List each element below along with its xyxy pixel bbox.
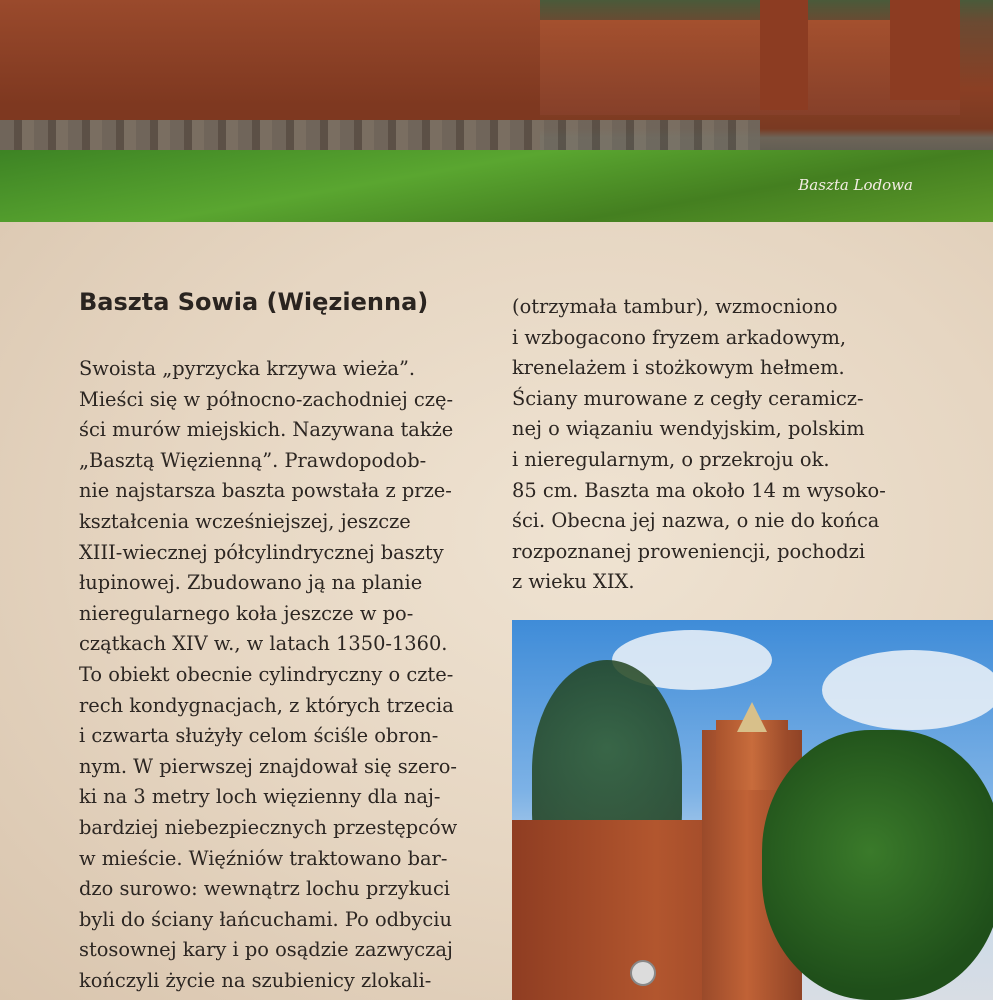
text-line: dzo surowo: wewnątrz lochu przykuci xyxy=(79,877,451,901)
text-line: (otrzymała tambur), wzmocniono xyxy=(512,295,838,318)
text-line: bardziej niebezpiecznych przestępców xyxy=(79,815,458,839)
text-line: stosownej kary i po osądzie zazwyczaj xyxy=(79,938,453,962)
text-line: ści murów miejskich. Nazywana także xyxy=(79,418,454,442)
photo-tower xyxy=(890,0,960,100)
text-line: nieregularnego koła jeszcze w po- xyxy=(79,601,414,625)
text-line: w mieście. Więźniów traktowano bar- xyxy=(79,846,448,870)
bottom-photo-baszta-sowia xyxy=(512,620,993,1000)
text-line: 85 cm. Baszta ma około 14 m wysoko- xyxy=(512,478,886,502)
text-line: Mieści się w północno-zachodniej czę- xyxy=(79,387,454,411)
photo-tree-right xyxy=(762,730,993,1000)
article-title: Baszta Sowia (Więzienna) xyxy=(79,288,429,316)
text-line: ści. Obecna jej nazwa, o nie do końca xyxy=(512,509,880,533)
text-line: To obiekt obecnie cylindryczny o czte- xyxy=(79,662,454,686)
photo-tower-cap xyxy=(737,702,767,732)
text-line: kształcenia wcześniejszej, jeszcze xyxy=(79,509,411,533)
text-line: krenelażem i stożkowym hełmem. xyxy=(512,356,845,380)
text-line: łupinowej. Zbudowano ją na planie xyxy=(79,571,423,595)
text-line: Ściany murowane z cegły ceramicz- xyxy=(512,386,864,410)
text-line: nym. W pierwszej znajdował się szero- xyxy=(79,754,457,778)
road-sign-icon xyxy=(630,960,656,986)
photo-tower xyxy=(760,0,808,110)
text-line: z wieku XIX. xyxy=(512,570,635,594)
text-line: ki na 3 metry loch więzienny dla naj- xyxy=(79,785,441,809)
photo-caption: Baszta Lodowa xyxy=(798,176,913,194)
text-line: nej o wiązaniu wendyjskim, polskim xyxy=(512,417,865,441)
text-line: byli do ściany łańcuchami. Po odbyciu xyxy=(79,907,452,931)
photo-cloud xyxy=(822,650,993,730)
text-line: „Basztą Więzienną”. Prawdopodob- xyxy=(79,448,427,472)
text-line: XIII-wiecznej półcylindrycznej baszty xyxy=(79,540,444,564)
text-line: rozpoznanej proweniencji, pochodzi xyxy=(512,539,866,563)
text-line: czątkach XIV w., w latach 1350-1360. xyxy=(79,632,448,656)
article-column-left xyxy=(79,354,481,996)
article-column-right xyxy=(512,292,914,598)
text-line: i czwarta służyły celom ściśle obron- xyxy=(79,724,439,748)
top-photo-baszta-lodowa xyxy=(0,0,993,222)
text-line: Swoista „pyrzycka krzywa wieża”. xyxy=(79,357,416,380)
text-line: nie najstarsza baszta powstała z prze- xyxy=(79,479,452,503)
text-line: rech kondygnacjach, z których trzecia xyxy=(79,693,454,717)
text-line: i wzbogacono fryzem arkadowym, xyxy=(512,325,847,349)
text-line: kończyli życie na szubienicy zlokali- xyxy=(79,968,432,992)
text-line: i nieregularnym, o przekroju ok. xyxy=(512,447,830,471)
